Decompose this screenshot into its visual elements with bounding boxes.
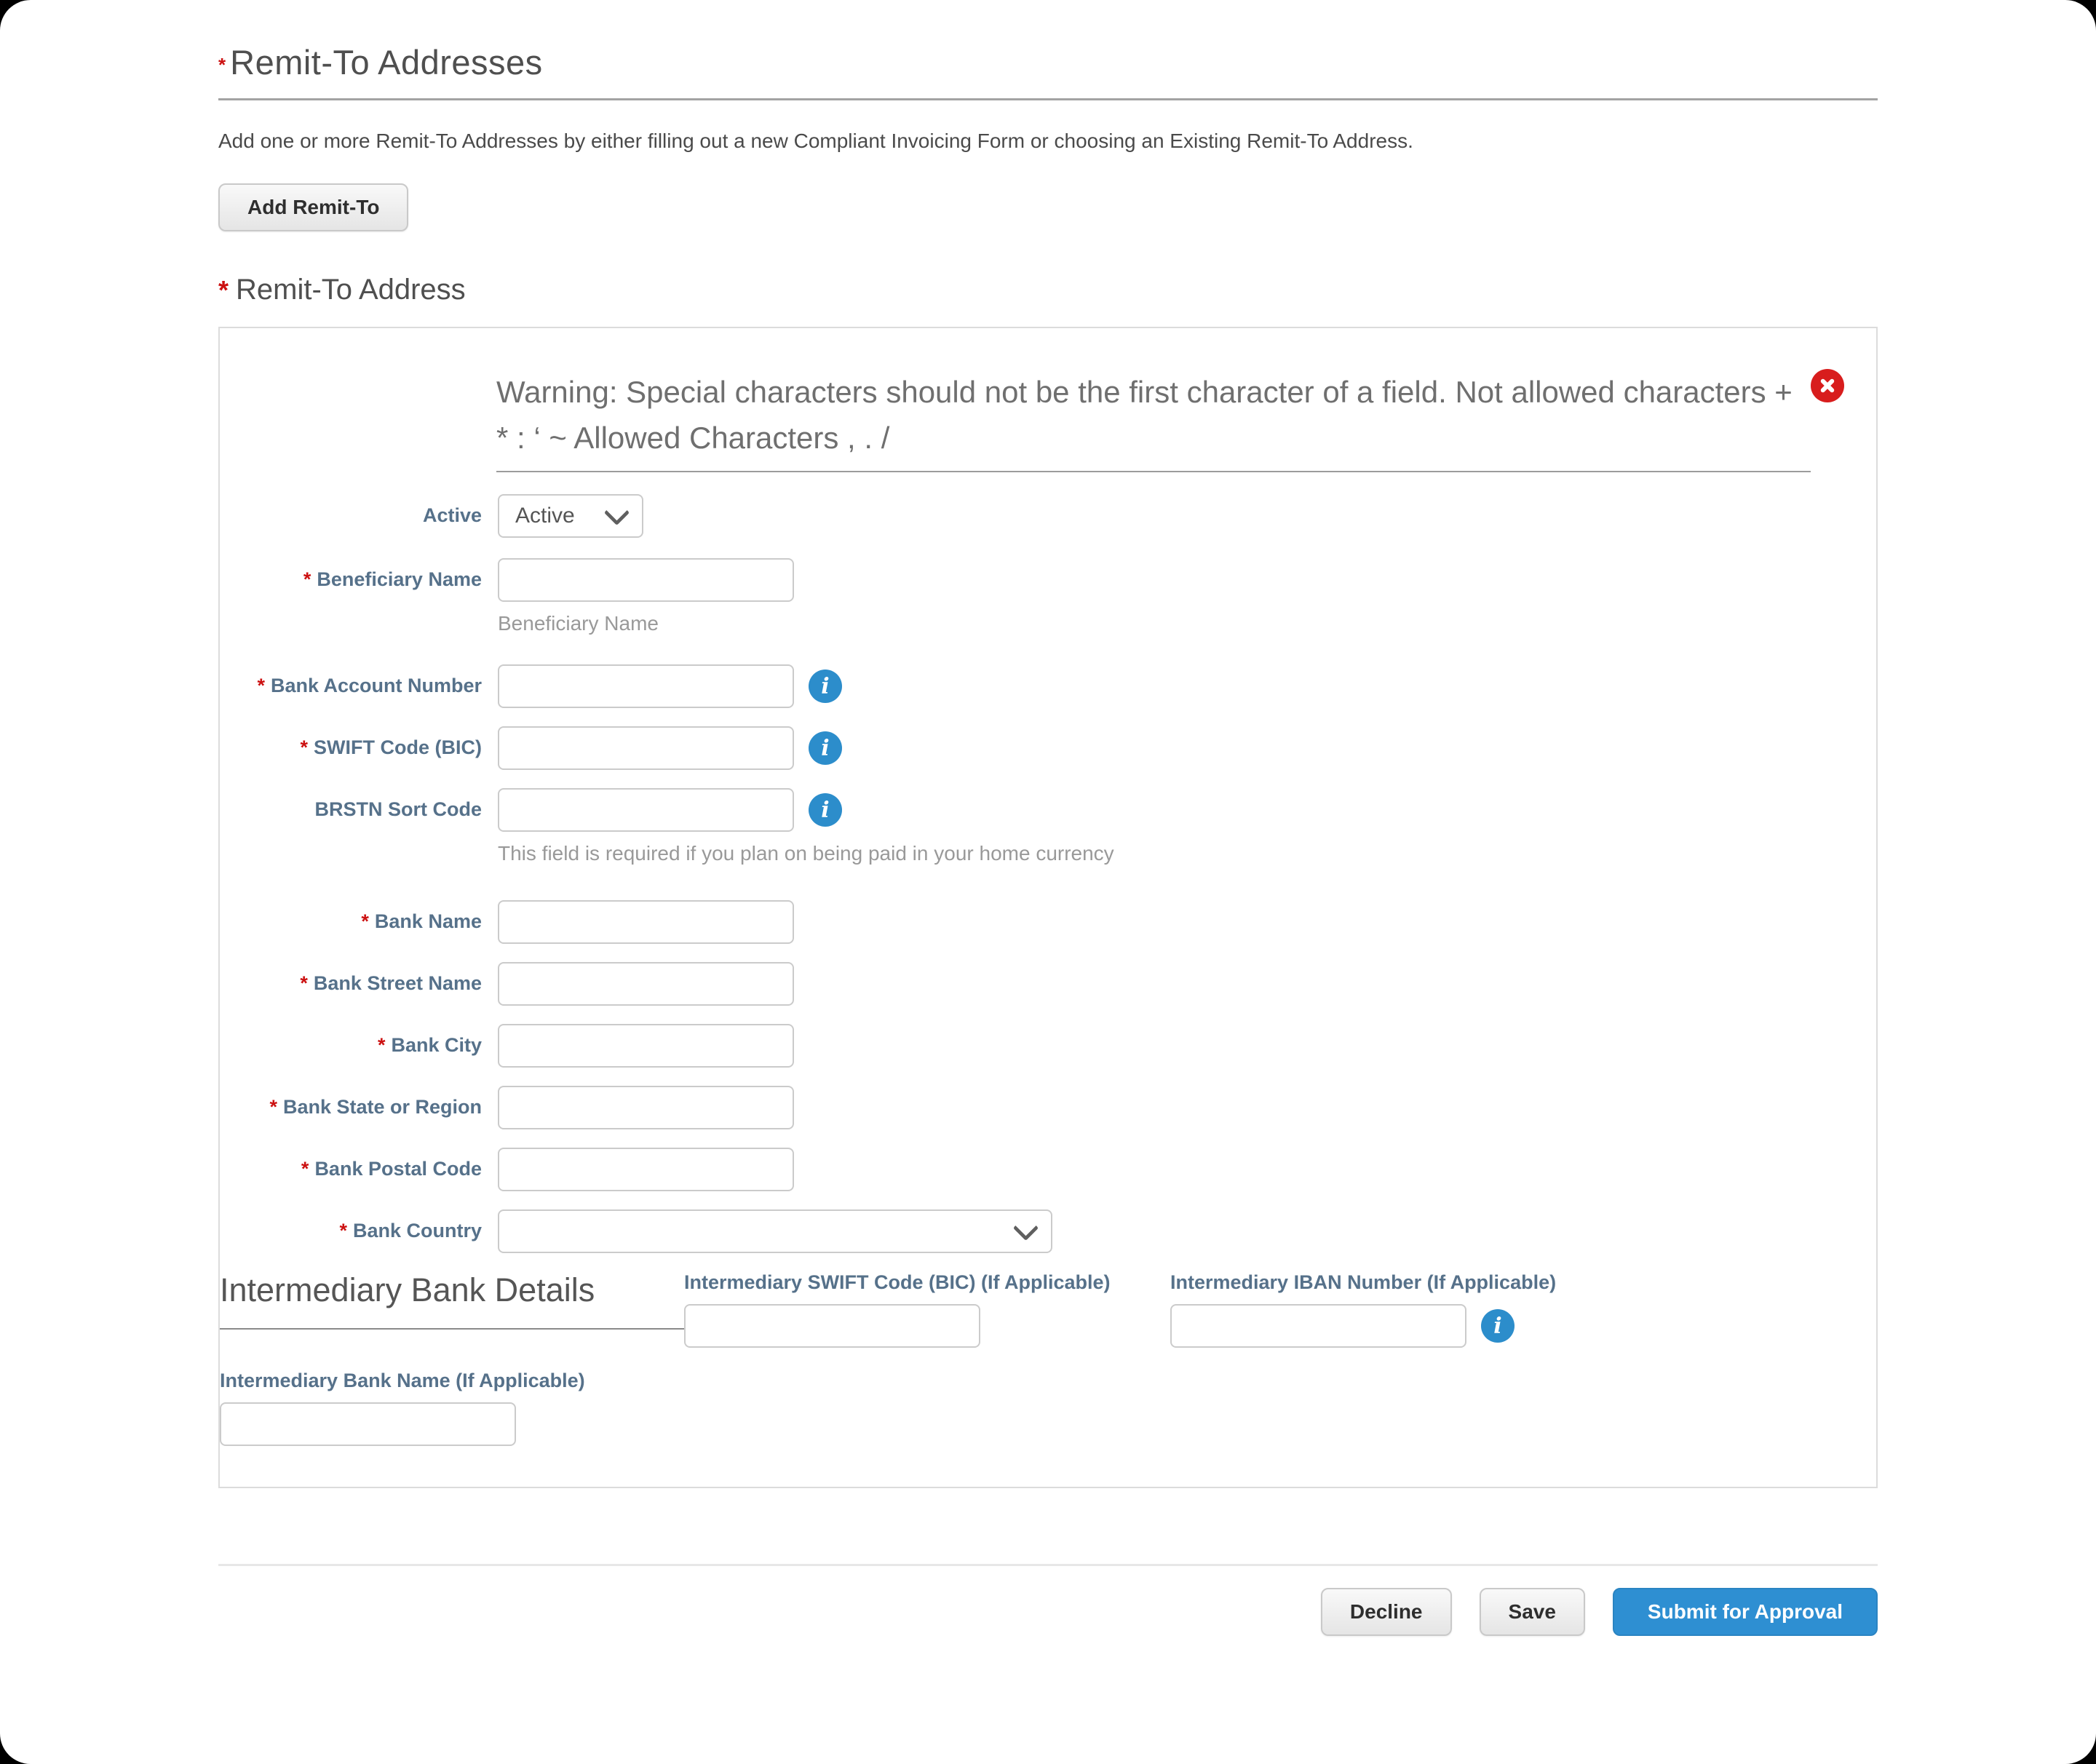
required-asterisk: * (303, 568, 311, 591)
required-asterisk: * (257, 675, 265, 697)
form-row-bank-state-or-region (220, 1086, 1836, 1129)
field-label (220, 788, 482, 832)
warning-message: Warning: Special characters should not be the first character of a field. Not allowed characters + * : ‘ ~ Allowed Characters , . / (496, 369, 1811, 472)
form-row-swift-code (220, 726, 1836, 770)
field-label-text: Bank City (391, 1034, 482, 1057)
bank-street-name-input[interactable] (498, 962, 794, 1006)
swift-code-input[interactable] (498, 726, 794, 770)
field-label-text: SWIFT Code (BIC) (314, 736, 482, 759)
intermediary-heading: Intermediary Bank Details (220, 1271, 684, 1330)
form-row-bank-street-name (220, 962, 1836, 1006)
field-label-text: Bank Street Name (313, 972, 482, 995)
decline-button[interactable]: Decline (1321, 1588, 1452, 1636)
required-asterisk: * (269, 1096, 277, 1119)
field-help-text: Beneficiary Name (498, 612, 659, 635)
field-label (220, 558, 482, 602)
field-label (220, 1086, 482, 1129)
field-label-text: Bank Name (374, 910, 482, 933)
field-label (220, 1024, 482, 1068)
required-asterisk: * (300, 972, 308, 995)
required-asterisk: * (361, 910, 369, 933)
field-label (220, 1148, 482, 1191)
save-button[interactable]: Save (1480, 1588, 1585, 1636)
required-asterisk: * (300, 736, 309, 759)
field-label (220, 1209, 482, 1253)
page-description: Add one or more Remit-To Addresses by either filling out a new Compliant Invoicing Form or choosing an Existing Remit-To Address. (218, 130, 1413, 152)
required-asterisk: * (377, 1034, 386, 1057)
intermediary-iban-label: Intermediary IBAN Number (If Applicable) (1170, 1271, 1557, 1293)
bank-postal-code-input[interactable] (498, 1148, 794, 1191)
info-glyph: i (1493, 1313, 1502, 1339)
footer-divider (218, 1564, 1878, 1566)
intermediary-bank-name-block (220, 1370, 1836, 1446)
bank-country-select[interactable] (498, 1209, 1052, 1253)
select-value: Active (515, 504, 575, 528)
field-label-text: Bank Account Number (270, 675, 482, 697)
intermediary-swift-input[interactable] (684, 1304, 980, 1348)
field-label (220, 726, 482, 770)
bank-name-input[interactable] (498, 900, 794, 944)
bank-account-number-input[interactable] (498, 664, 794, 708)
title-divider (218, 98, 1878, 100)
field-label (220, 900, 482, 944)
page-title: Remit-To Addresses (230, 43, 543, 82)
info-glyph: i (821, 673, 830, 699)
info-icon[interactable] (809, 731, 842, 765)
info-glyph: i (821, 735, 830, 761)
form-row-bank-postal-code (220, 1148, 1836, 1191)
form-row-brstn-sort-code (220, 788, 1836, 865)
submit-for-approval-button[interactable]: Submit for Approval (1613, 1588, 1878, 1636)
field-label-text: Bank Postal Code (314, 1158, 482, 1180)
form-row-bank-city (220, 1024, 1836, 1068)
field-label (220, 494, 482, 538)
intermediary-bank-details-section (220, 1271, 1836, 1348)
required-asterisk: * (339, 1220, 347, 1242)
page-title-row (218, 42, 1878, 82)
field-help-text: This field is required if you plan on being paid in your home currency (498, 842, 1114, 865)
info-glyph: i (821, 797, 830, 823)
intermediary-bank-name-label: Intermediary Bank Name (If Applicable) (220, 1370, 585, 1391)
required-asterisk: * (218, 275, 229, 305)
remit-to-address-panel (218, 327, 1878, 1488)
bank-city-input[interactable] (498, 1024, 794, 1068)
field-label-text: Bank State or Region (282, 1096, 482, 1119)
required-asterisk: * (301, 1158, 309, 1180)
form-row-active (220, 494, 1836, 538)
section-title-row (218, 274, 1878, 306)
form-row-bank-name (220, 900, 1836, 944)
intermediary-iban-input[interactable] (1170, 1304, 1466, 1348)
form-row-bank-account-number (220, 664, 1836, 708)
form-row-beneficiary-name (220, 558, 1836, 635)
required-asterisk: * (218, 54, 226, 76)
beneficiary-name-input[interactable] (498, 558, 794, 602)
close-icon[interactable] (1811, 369, 1844, 402)
info-icon[interactable] (809, 793, 842, 827)
info-icon[interactable] (809, 670, 842, 703)
chevron-down-icon (604, 499, 630, 525)
add-remit-to-button[interactable]: Add Remit-To (218, 183, 408, 231)
field-label-text: Bank Country (352, 1220, 482, 1242)
chevron-down-icon (1013, 1215, 1039, 1240)
info-icon[interactable] (1481, 1309, 1515, 1343)
section-title: Remit-To Address (236, 274, 466, 306)
intermediary-swift-label: Intermediary SWIFT Code (BIC) (If Applicable) (684, 1271, 1111, 1293)
form-row-bank-country (220, 1209, 1836, 1253)
action-bar (218, 1588, 1878, 1636)
intermediary-bank-name-input[interactable] (220, 1402, 516, 1446)
active-select[interactable] (498, 494, 643, 538)
brstn-sort-code-input[interactable] (498, 788, 794, 832)
field-label (220, 962, 482, 1006)
field-label-text: Active (422, 504, 482, 527)
field-label-text: Beneficiary Name (317, 568, 482, 591)
field-label-text: BRSTN Sort Code (314, 798, 482, 821)
bank-state-or-region-input[interactable] (498, 1086, 794, 1129)
field-label (220, 664, 482, 708)
